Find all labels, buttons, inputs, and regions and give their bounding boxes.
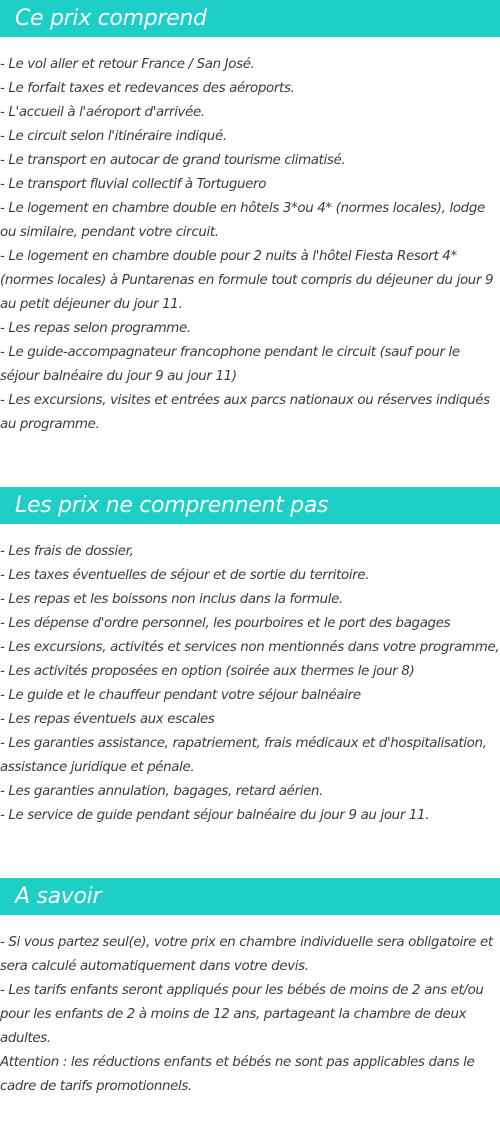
section-header-good-to-know: A savoir: [0, 878, 500, 915]
list-item: - Le service de guide pendant séjour balnéaire du jour 9 au jour 11.: [0, 808, 430, 823]
not-included-list: [0, 540, 500, 828]
list-item: - Les repas selon programme.: [0, 321, 191, 336]
list-item: - Les taxes éventuelles de séjour et de sortie du territoire.: [0, 568, 370, 583]
list-item: - L'accueil à l'aéroport d'arrivée.: [0, 105, 205, 120]
list-item: - Les excursions, visites et entrées aux parcs nationaux ou réserves indiqués au programme.: [0, 393, 490, 432]
included-list: [0, 53, 500, 437]
list-item: - Le forfait taxes et redevances des aéroports.: [0, 81, 295, 96]
list-item: - Les dépense d'ordre personnel, les pourboires et le port des bagages: [0, 616, 451, 631]
list-item: - Les repas éventuels aux escales: [0, 712, 215, 727]
list-item: - Le logement en chambre double pour 2 nuits à l'hôtel Fiesta Resort 4* (normes locales) à Puntarenas en formule tout compris du déjeuner du jour 9 au petit déjeuner du jour 11.: [0, 249, 494, 312]
list-item: - Le logement en chambre double en hôtels 3*ou 4* (normes locales), lodge ou similaire, pendant votre circuit.: [0, 201, 485, 240]
list-item: - Les excursions, activités et services non mentionnés dans votre programme,: [0, 640, 500, 655]
list-item: Attention : les réductions enfants et bébés ne sont pas applicables dans le cadre de tarifs promotionnels.: [0, 1055, 475, 1094]
section-header-not-included: Les prix ne comprennent pas: [0, 487, 500, 524]
list-item: - Les tarifs enfants seront appliqués pour les bébés de moins de 2 ans et/ou pour les enfants de 2 à moins de 12 ans, partageant la chambre de deux adultes.: [0, 983, 484, 1046]
list-item: - Le vol aller et retour France / San José.: [0, 57, 255, 72]
list-item: - Le guide et le chauffeur pendant votre séjour balnéaire: [0, 688, 361, 703]
list-item: - Les activités proposées en option (soirée aux thermes le jour 8): [0, 664, 415, 679]
list-item: - Les garanties annulation, bagages, retard aérien.: [0, 784, 324, 799]
list-item: - Le guide-accompagnateur francophone pendant le circuit (sauf pour le séjour balnéaire du jour 9 au jour 11): [0, 345, 460, 384]
list-item: - Le circuit selon l'itinéraire indiqué.: [0, 129, 227, 144]
list-item: - Si vous partez seul(e), votre prix en chambre individuelle sera obligatoire et sera calculé automatiquement dans votre devis.: [0, 935, 493, 974]
list-item: - Les repas et les boissons non inclus dans la formule.: [0, 592, 343, 607]
good-to-know-list: [0, 931, 500, 1099]
list-item: - Les garanties assistance, rapatriement, frais médicaux et d'hospitalisation, assistance juridique et pénale.: [0, 736, 487, 775]
list-item: - Le transport en autocar de grand tourisme climatisé.: [0, 153, 346, 168]
section-header-included: Ce prix comprend: [0, 0, 500, 37]
list-item: - Le transport fluvial collectif à Tortuguero: [0, 177, 267, 192]
list-item: - Les frais de dossier,: [0, 544, 134, 559]
